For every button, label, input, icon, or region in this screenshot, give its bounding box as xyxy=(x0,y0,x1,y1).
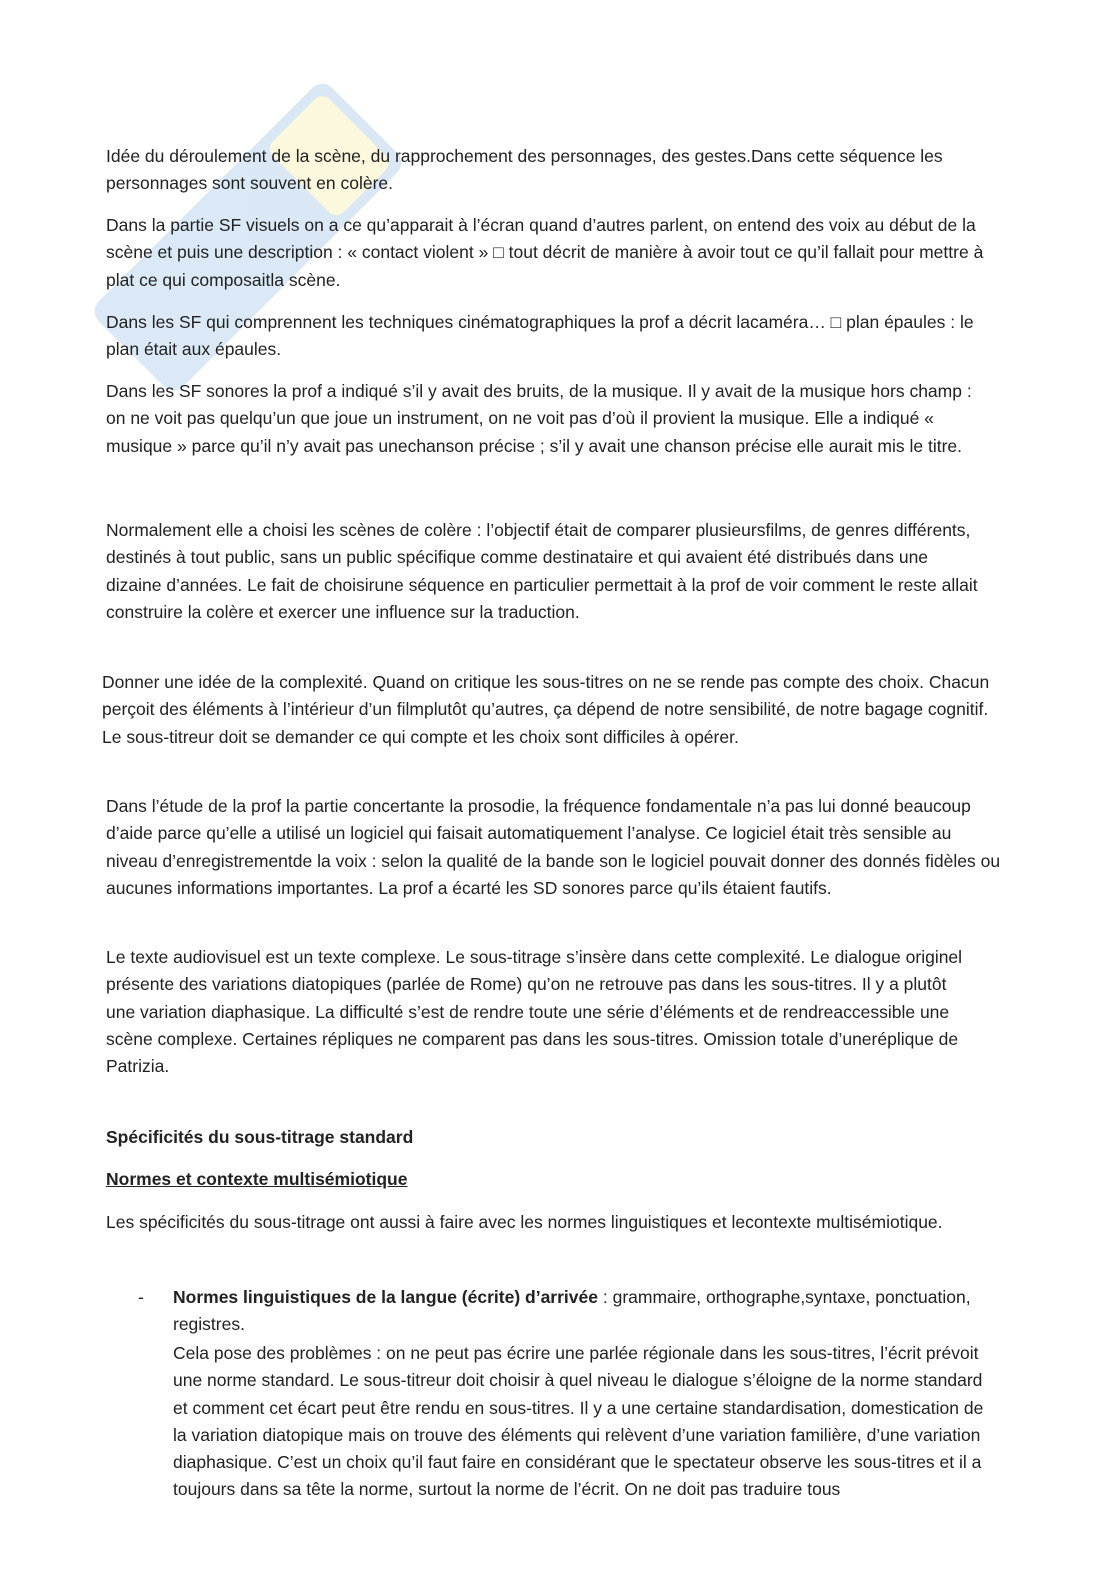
paragraph-1: Idée du déroulement de la scène, du rapprochement des personnages, des gestes.Dans cette séquence les personnages sont souvent en colère. xyxy=(106,146,943,194)
bullet-text: : grammaire, orthographe,syntaxe, ponctuation, registres. xyxy=(173,1287,971,1335)
subsection-heading: Normes et contexte multisémiotique xyxy=(106,1169,408,1189)
bullet-continuation: Cela pose des problèmes : on ne peut pas écrire une parlée régionale dans les sous-titres, l’écrit prévoit une norme standard. Le sous-titreur doit choisir à quel niveau le dialogue s’éloigne de la norme standard et comment cet écart peut être rendu en sous-titres. Il y a une certaine standardisation, domestication de la variation diatopique mais on trouve des éléments qui relèvent d’une variation familière, d’une variation diaphasique. C’est un choix qu’il faut faire en considérant que le spectateur observe les sous-titres et il a toujours dans sa tête la norme, surtout la norme de l’écrit. On ne doit pas traduire tous xyxy=(173,1343,984,1500)
paragraph-3: Dans les SF qui comprennent les techniques cinématographiques la prof a décrit lacaméra… □ plan épaules : le plan était aux épaules. xyxy=(106,312,974,360)
paragraph-5: Normalement elle a choisi les scènes de colère : l’objectif était de comparer plusieursfilms, de genres différents, destinés à tout public, sans un public spécifique comme destinataire et qui avaient été distribués dans une dizaine d’années. Le fait de choisirune séquence en particulier permettait à la prof de voir comment le reste allait construire la colère et exercer une influence sur la traduction. xyxy=(106,520,978,622)
bullet-bold-text: Normes linguistiques de la langue (écrite) d’arrivée xyxy=(173,1287,598,1307)
paragraph-6: Donner une idée de la complexité. Quand on critique les sous-titres on ne se rende pas compte des choix. Chacun perçoit des éléments à l’intérieur d’un filmplutôt qu’autres, ça dépend de notre sensibilité, de notre bagage cognitif. Le sous-titreur doit se demander ce qui compte et les choix sont difficiles à opérer. xyxy=(102,672,990,747)
bullet-item xyxy=(173,1284,993,1339)
section-heading: Spécificités du sous-titrage standard xyxy=(106,1127,414,1147)
paragraph-8: Le texte audiovisuel est un texte complexe. Le sous-titrage s’insère dans cette complexité. Le dialogue originel présente des variations diatopiques (parlée de Rome) qu’on ne retrouve pas dans les sous-titres. Il y a plutôt une variation diaphasique. La difficulté s’est de rendre toute une série d’éléments et de rendreaccessible une scène complexe. Certaines répliques ne comparent pas dans les sous-titres. Omission totale d’uneréplique de Patrizia. xyxy=(106,947,963,1077)
paragraph-2: Dans la partie SF visuels on a ce qu’apparait à l’écran quand d’autres parlent, on entend des voix au début de la scène et puis une description : « contact violent » □ tout décrit de manière à avoir tout ce qu’il fallait pour mettre à plat ce qui composaitla scène. xyxy=(106,215,984,290)
intro-paragraph: Les spécificités du sous-titrage ont aussi à faire avec les normes linguistiques et lecontexte multisémiotique. xyxy=(106,1212,943,1232)
paragraph-4: Dans les SF sonores la prof a indiqué s’il y avait des bruits, de la musique. Il y avait de la musique hors champ : on ne voit pas quelqu’un que joue un instrument, on ne voit pas d’où il provient la musique. Elle a indiqué « musique » parce qu’il n’y avait pas unechanson précise ; s’il y avait une chanson précise elle aurait mis le titre. xyxy=(106,381,972,456)
bullet-marker: - xyxy=(138,1287,144,1307)
paragraph-7: Dans l’étude de la prof la partie concertante la prosodie, la fréquence fondamentale n’a pas lui donné beaucoup d’aide parce qu’elle a utilisé un logiciel qui faisait automatiquement l’analyse. Ce logiciel était très sensible au niveau d’enregistrementde la voix : selon la qualité de la bande son le logiciel pouvait donner des donnés fidèles ou aucunes informations importantes. La prof a écarté les SD sonores parce qu’ils étaient fautifs. xyxy=(106,796,1001,898)
